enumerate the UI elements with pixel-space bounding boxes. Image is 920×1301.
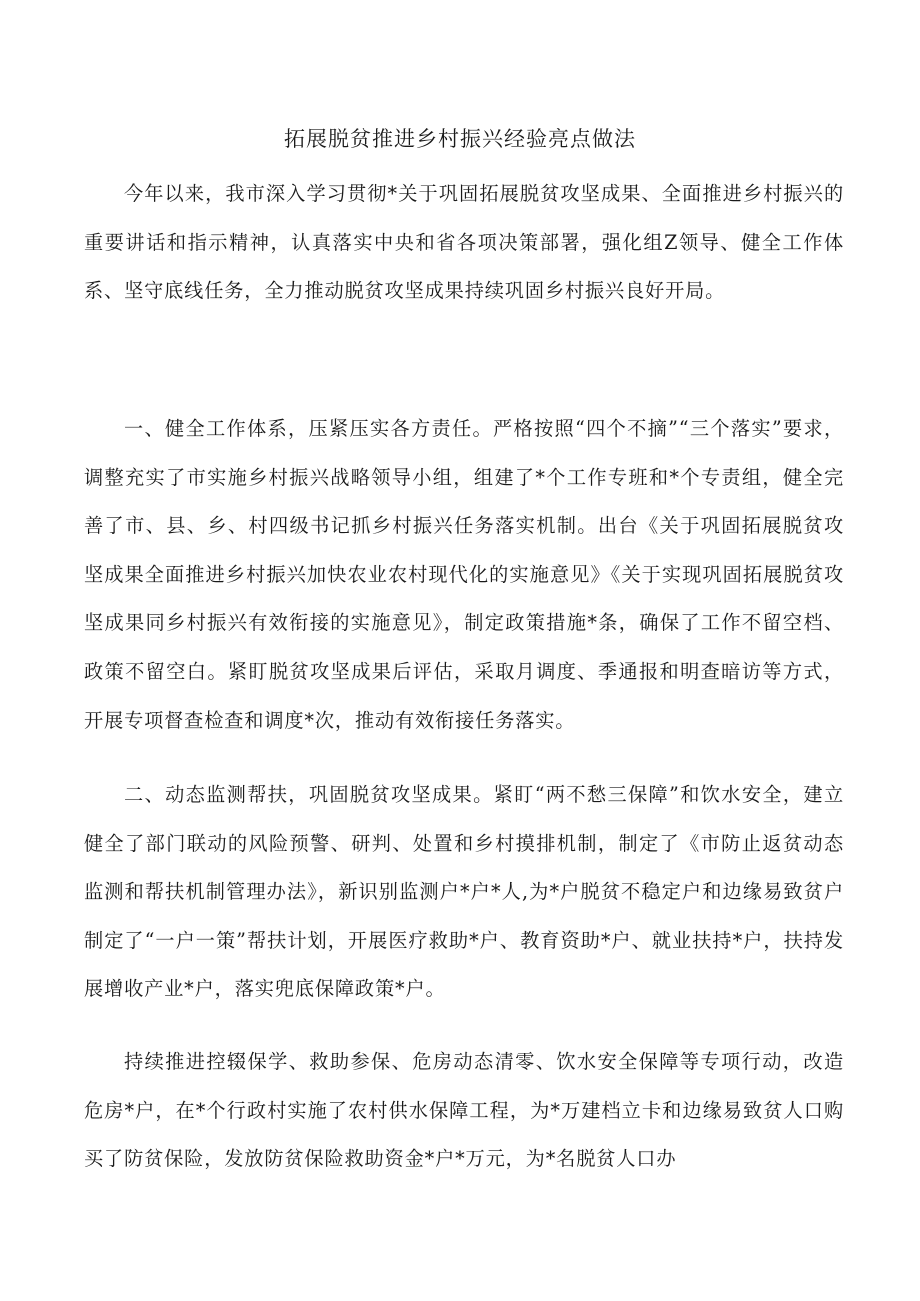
document-title: 拓展脱贫推进乡村振兴经验亮点做法 bbox=[284, 127, 636, 151]
paragraph-intro: 今年以来，我市深入学习贯彻*关于巩固拓展脱贫攻坚成果、全面推进乡村振兴的重要讲话和指示精神，认真落实中央和省各项决策部署，强化组Z领导、健全工作体系、坚守底线任务，全力推动脱贫攻坚成果持续巩固乡村振兴良好开局。 bbox=[84, 182, 844, 303]
paragraph-continued: 持续推进控辍保学、救助参保、危房动态清零、饮水安全保障等专项行动，改造危房*户，在*个行政村实施了农村供水保障工程，为*万建档立卡和边缘易致贫人口购买了防贫保险，发放防贫保险救助资金*户*万元，为*名脱贫人口办 bbox=[84, 1050, 844, 1171]
paragraph-section-two: 二、动态监测帮扶，巩固脱贫攻坚成果。紧盯“两不愁三保障”和饮水安全，建立健全了部门联动的风险预警、研判、处置和乡村摸排机制，制定了《市防止返贫动态监测和帮扶机制管理办法》，新识别监测户*户*人,为*户脱贫不稳定户和边缘易致贫户制定了“一户一策”帮扶计划，开展医疗救助*户、教育资助*户、就业扶持*户，扶持发展增收产业*户，落实兜底保障政策*户。 bbox=[84, 783, 844, 1001]
paragraph-section-one: 一、健全工作体系，压紧压实各方责任。严格按照“四个不摘”“三个落实”要求，调整充实了市实施乡村振兴战略领导小组，组建了*个工作专班和*个专责组，健全完善了市、县、乡、村四级书记抓乡村振兴任务落实机制。出台《关于巩固拓展脱贫攻坚成果全面推进乡村振兴加快农业农村现代化的实施意见》《关于实现巩固拓展脱贫攻坚成果同乡村振兴有效衔接的实施意见》，制定政策措施*条，确保了工作不留空档、政策不留空白。紧盯脱贫攻坚成果后评估，采取月调度、季通报和明查暗访等方式，开展专项督查检查和调度*次，推动有效衔接任务落实。 bbox=[84, 417, 844, 732]
